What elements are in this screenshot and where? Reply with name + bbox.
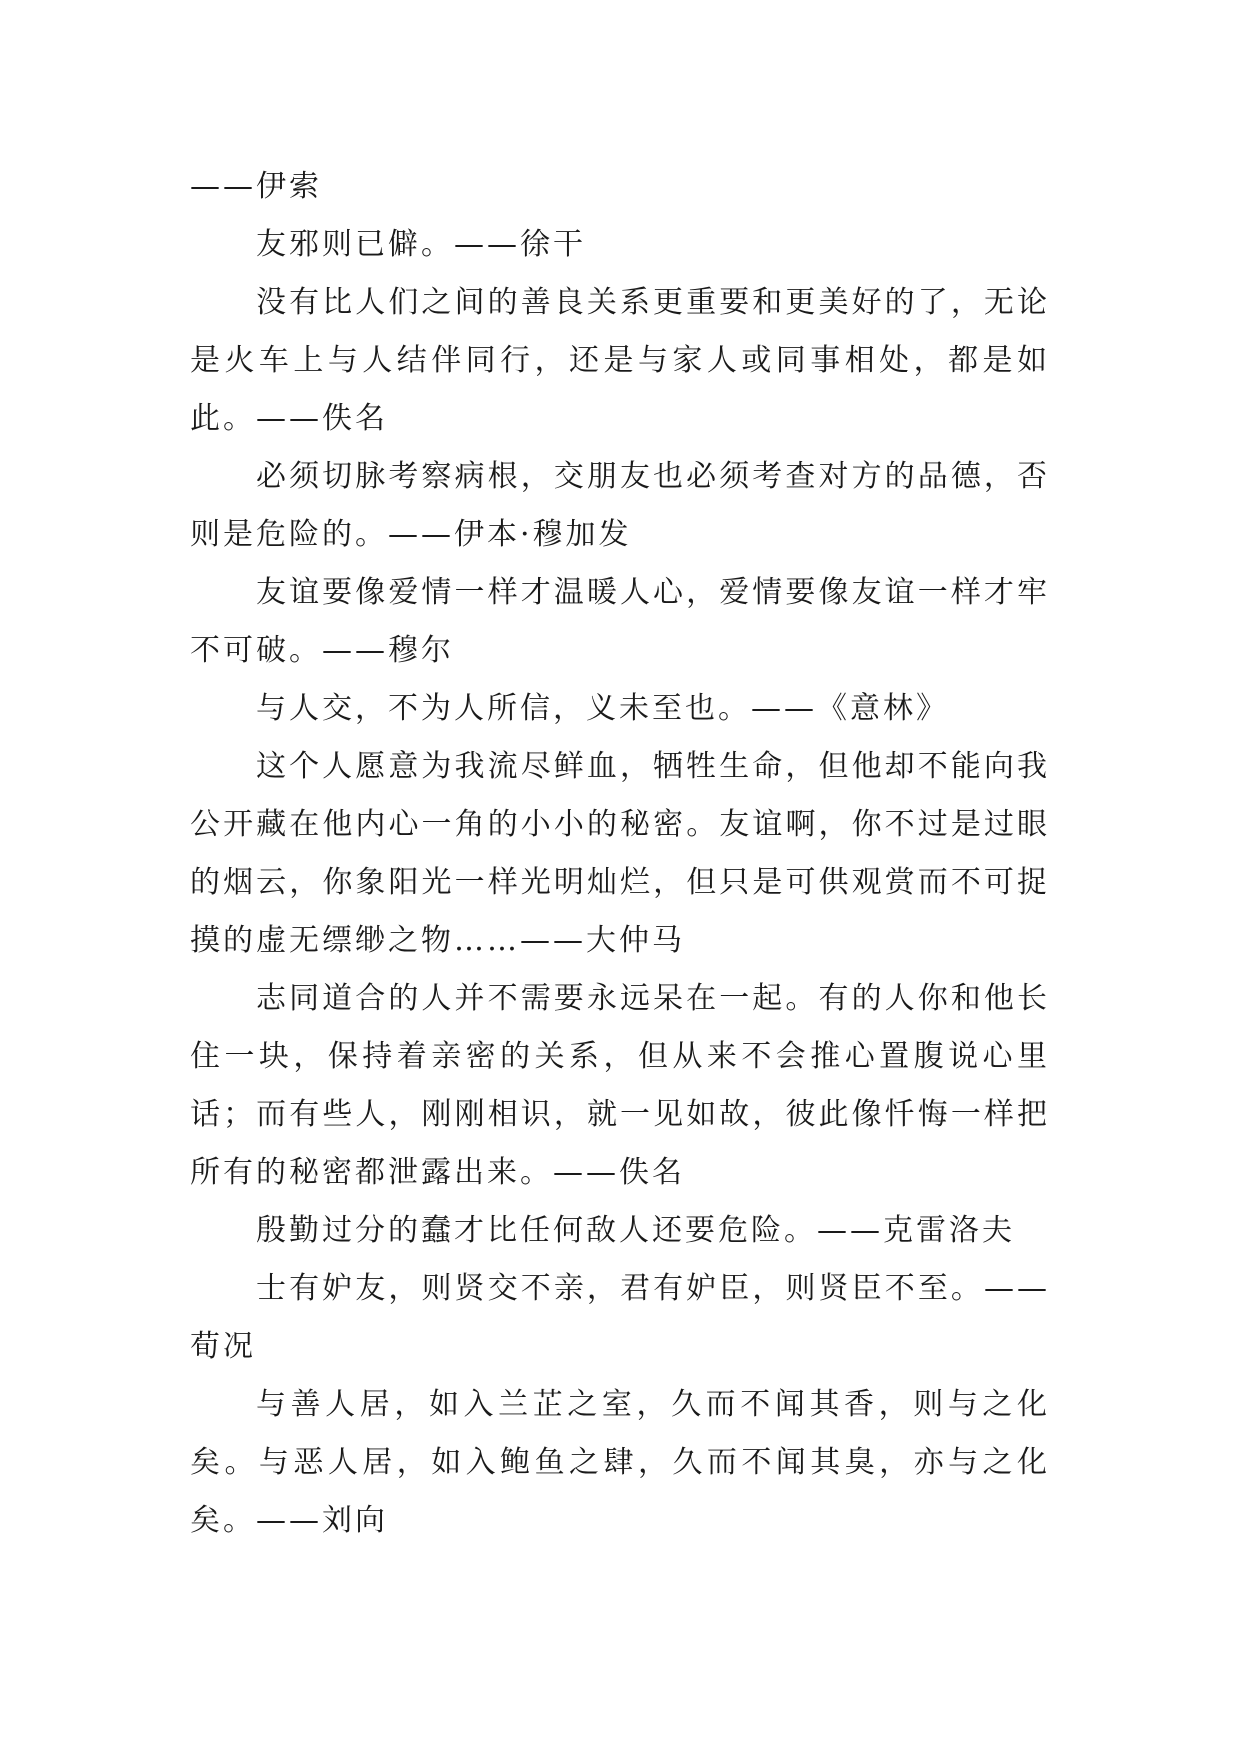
- paragraph-quote-10: 与善人居，如入兰芷之室，久而不闻其香，则与之化矣。与恶人居，如入鲍鱼之肆，久而不闻其臭，亦与之化矣。——刘向: [190, 1387, 1050, 1538]
- paragraph-quote-5: 与人交，不为人所信，义未至也。——《意林》: [256, 691, 949, 726]
- document-body: [190, 158, 1050, 1550]
- paragraph-quote-9: 士有妒友，则贤交不亲，君有妒臣，则贤臣不至。——荀况: [190, 1271, 1050, 1364]
- paragraph-quote-6: 这个人愿意为我流尽鲜血，牺牲生命，但他却不能向我公开藏在他内心一角的小小的秘密。友谊啊，你不过是过眼的烟云，你象阳光一样光明灿烂，但只是可供观赏而不可捉摸的虚无缥缈之物……——大仲马: [190, 749, 1050, 958]
- paragraph-quote-3: 必须切脉考察病根，交朋友也必须考查对方的品德，否则是危险的。——伊本·穆加发: [190, 459, 1050, 552]
- paragraph-quote-1: 友邪则已僻。——徐干: [256, 227, 586, 262]
- paragraph-quote-2: 没有比人们之间的善良关系更重要和更美好的了，无论是火车上与人结伴同行，还是与家人或同事相处，都是如此。——佚名: [190, 285, 1050, 436]
- paragraph-quote-7: 志同道合的人并不需要永远呆在一起。有的人你和他长住一块，保持着亲密的关系，但从来不会推心置腹说心里话；而有些人，刚刚相识，就一见如故，彼此像忏悔一样把所有的秘密都泄露出来。——佚名: [190, 981, 1050, 1190]
- paragraph-quote-4: 友谊要像爱情一样才温暖人心，爱情要像友谊一样才牢不可破。——穆尔: [190, 575, 1050, 668]
- paragraph-attribution-aesop: ——伊索: [190, 169, 322, 204]
- paragraph-quote-8: 殷勤过分的蠢才比任何敌人还要危险。——克雷洛夫: [256, 1213, 1015, 1248]
